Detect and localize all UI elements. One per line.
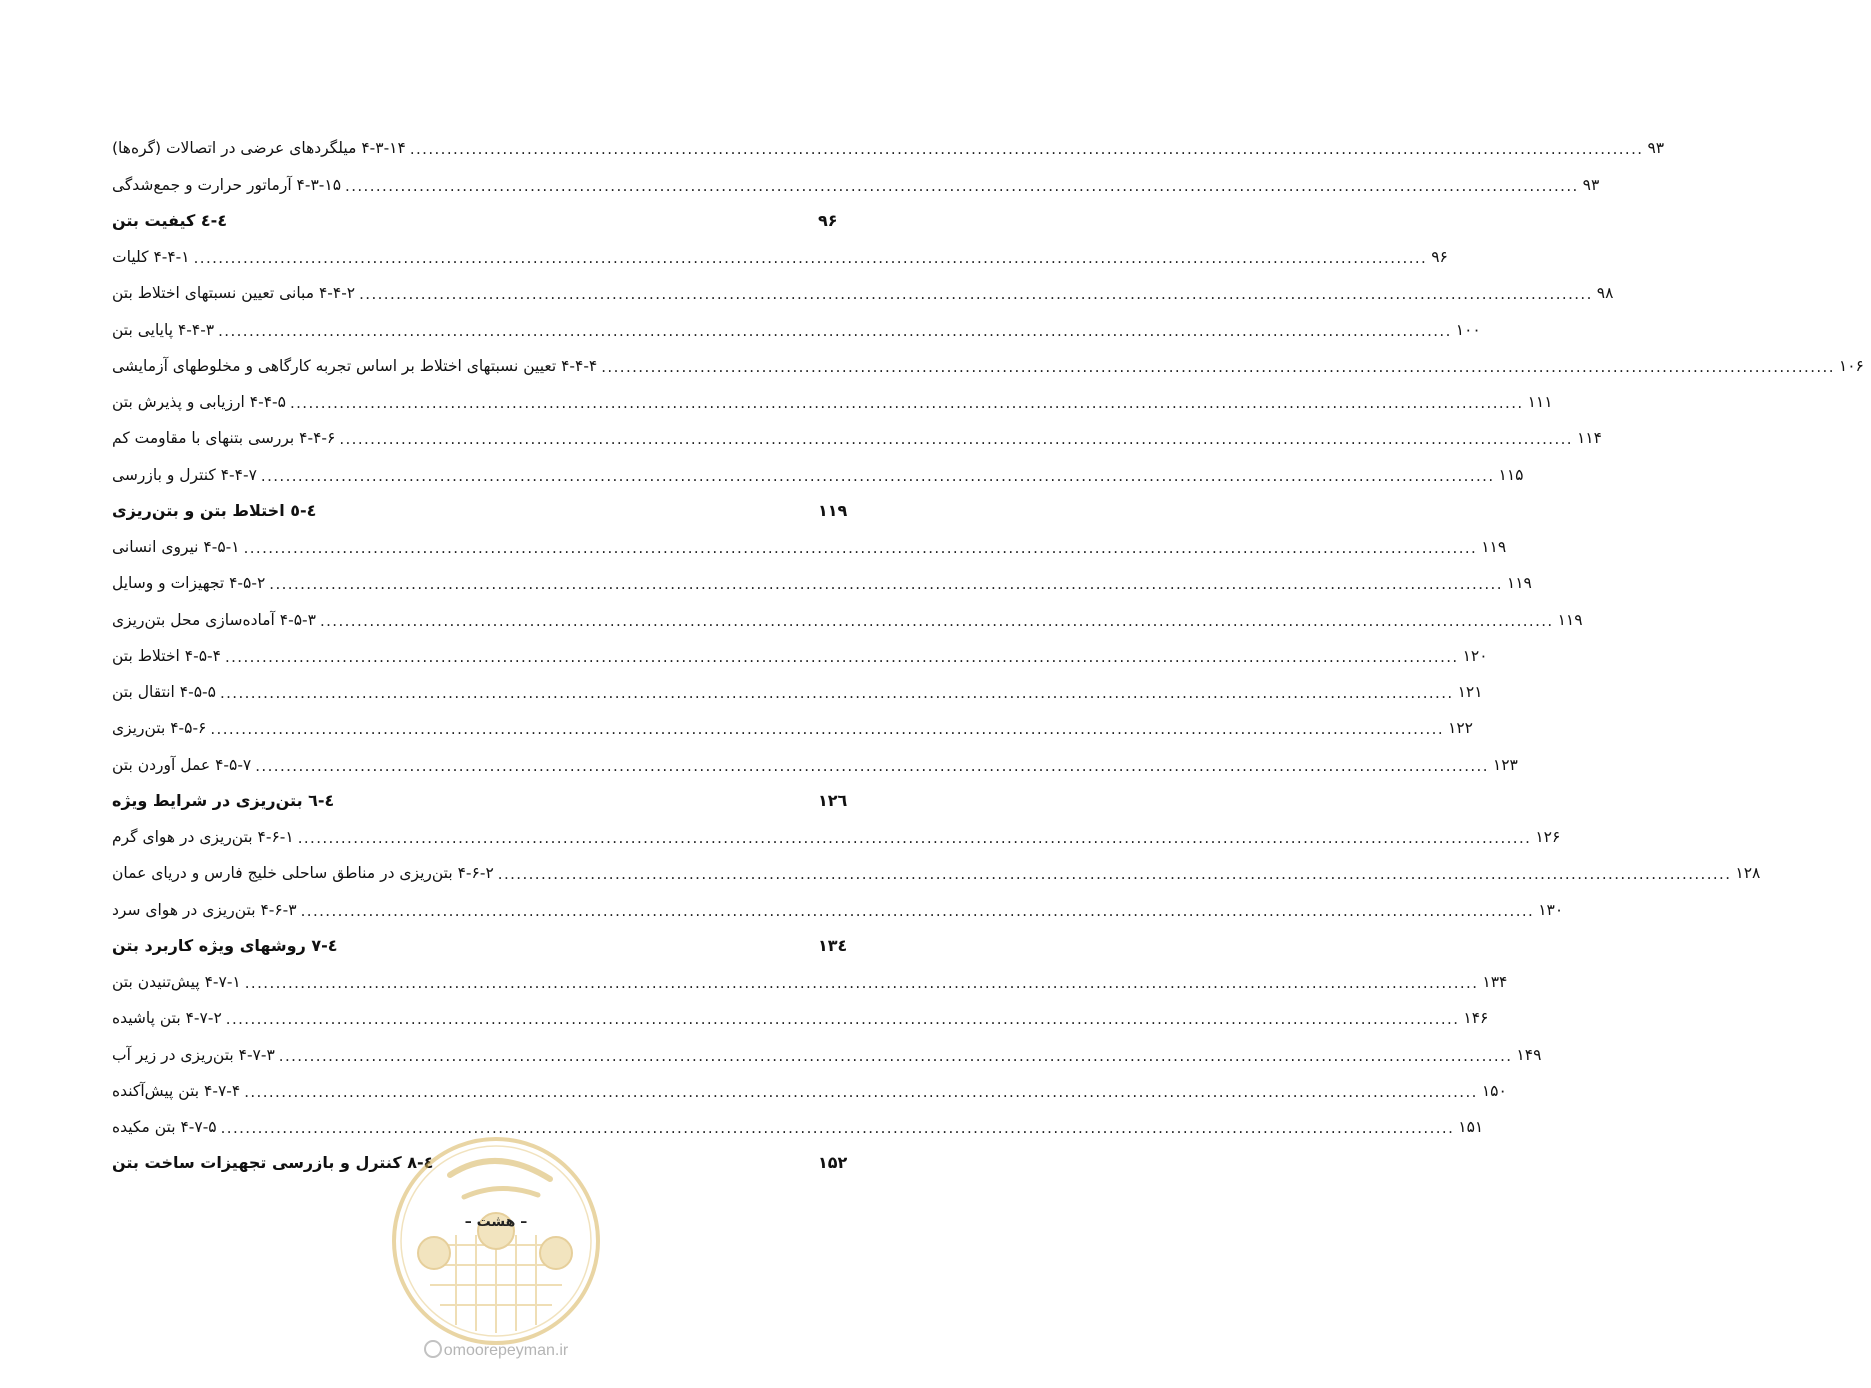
- toc-dot-leader: ........................................................................................................................................................................................................: [260, 466, 1495, 485]
- watermark-url: [0, 1340, 992, 1360]
- toc-page-number: ۹۶: [1431, 248, 1448, 266]
- toc-entry-title: ۴-۴-۳ پایایی بتن: [112, 320, 215, 339]
- toc-section-row: [112, 925, 850, 961]
- toc-entry-title: ۴-۷-۵ بتن مکیده: [112, 1118, 217, 1136]
- toc-page-number: ۱۲۶: [1535, 828, 1561, 846]
- toc-entry-row: [112, 743, 1518, 779]
- toc-page-number: ۱۱۹: [1506, 574, 1532, 593]
- table-of-contents: [112, 127, 1864, 1178]
- toc-entry-title: ۴-۴-۲ مبانی تعیین نسبتهای اختلاط بتن: [112, 284, 356, 303]
- toc-dot-leader: ........................................................................................................................................................................................................: [319, 611, 1554, 630]
- toc-entry-title: ۴-۴-۱ کلیات: [112, 248, 190, 266]
- toc-entry-title: ۴-۴-۴ تعیین نسبتهای اختلاط بر اساس تجربه کارگاهی و مخلوطهای آزمایشی: [112, 356, 598, 375]
- watermark-url-text: omoorepeyman.ir: [443, 1342, 569, 1359]
- toc-entry-row: [112, 1033, 1542, 1069]
- toc-section-title: ٤-٨ کنترل و بازرسی تجهیزات ساخت بتن: [112, 1153, 434, 1173]
- toc-page-number: ۱۵۲: [818, 1153, 848, 1173]
- toc-dot-leader: ........................................................................................................................................................................................................: [219, 684, 1454, 702]
- toc-page-number: ۱۲۳: [1492, 755, 1518, 774]
- toc-dot-leader: ........................................................................................................................................................................................................: [210, 720, 1444, 739]
- toc-page-number: ۱۳٤: [818, 935, 848, 955]
- toc-entry-row: [112, 163, 1600, 199]
- toc-page-number: ۱۲۸: [1735, 864, 1761, 883]
- toc-page-number: ۱۲۰: [1462, 646, 1488, 665]
- toc-entry-title: ۴-۷-۳ بتن‌ریزی در زیر آب: [112, 1045, 275, 1064]
- toc-page-number: ۱۱۵: [1498, 465, 1524, 484]
- toc-page-number: ۱۲٦: [818, 790, 848, 810]
- toc-page-number: ۹۳: [1582, 175, 1600, 194]
- toc-entry-title: ۴-۴-۶ بررسی بتنهای با مقاومت کم: [112, 429, 336, 448]
- toc-entry-title: ۴-۷-۴ بتن پیش‌آکنده: [112, 1081, 241, 1100]
- toc-page-number: ۱۲۱: [1457, 683, 1483, 701]
- publisher-seal-watermark: [390, 1135, 602, 1347]
- toc-page-number: ۹۶: [818, 210, 838, 230]
- toc-dot-leader: ........................................................................................................................................................................................................: [218, 321, 1452, 340]
- toc-page-number: ۱۵۰: [1481, 1081, 1507, 1100]
- toc-entry-title: ۴-۵-۴ اختلاط بتن: [112, 646, 221, 665]
- toc-entry-title: ۴-۵-۳ آماده‌سازی محل بتن‌ریزی: [112, 610, 316, 629]
- toc-entry-title: ۴-۵-۵ انتقال بتن: [112, 683, 216, 701]
- toc-dot-leader: ........................................................................................................................................................................................................: [300, 901, 1535, 920]
- toc-entry-row: [112, 1070, 1507, 1106]
- toc-dot-leader: ........................................................................................................................................................................................................: [193, 249, 1428, 267]
- toc-dot-leader: ........................................................................................................................................................................................................: [339, 430, 1573, 449]
- toc-entry-title: ۴-۶-۲ بتن‌ریزی در مناطق ساحلی خلیج فارس و دریای عمان: [112, 864, 494, 883]
- toc-section-row: [112, 780, 850, 816]
- toc-dot-leader: ........................................................................................................................................................................................................: [243, 539, 1478, 557]
- page-number-footer: – هشت –: [464, 1214, 528, 1230]
- toc-section-row: [112, 490, 850, 526]
- toc-page-number: ۱۴۶: [1463, 1009, 1489, 1028]
- toc-dot-leader: ........................................................................................................................................................................................................: [359, 285, 1593, 304]
- toc-dot-leader: ........................................................................................................................................................................................................: [497, 865, 1732, 884]
- toc-entry-row: [112, 671, 1483, 707]
- toc-page-number: ۱۱۹: [1481, 538, 1507, 556]
- toc-dot-leader: ........................................................................................................................................................................................................: [269, 575, 1503, 594]
- toc-section-title: ٤-٧ روشهای ویژه کاربرد بتن: [112, 935, 338, 955]
- toc-page-number: ۱۵۱: [1458, 1118, 1484, 1136]
- toc-page-number: ۱۲۲: [1448, 719, 1473, 738]
- toc-dot-leader: ........................................................................................................................................................................................................: [220, 1119, 1455, 1137]
- toc-section-title: ٤-٥ اختلاط بتن و بتن‌ریزی: [112, 500, 317, 520]
- toc-page-number: ۹۳: [1647, 139, 1665, 158]
- toc-entry-title: ۴-۴-۷ کنترل و بازرسی: [112, 465, 257, 484]
- toc-dot-leader: ........................................................................................................................................................................................................: [297, 829, 1532, 847]
- toc-dot-leader: ........................................................................................................................................................................................................: [244, 974, 1479, 992]
- toc-page-number: ۱۱۹: [1557, 610, 1583, 629]
- toc-dot-leader: ........................................................................................................................................................................................................: [345, 176, 1579, 195]
- toc-entry-title: ۴-۵-۶ بتن‌ریزی: [112, 719, 207, 738]
- toc-entry-row: [112, 127, 1665, 163]
- toc-entry-title: ۴-۳-۱۵ آرماتور حرارت و جمع‌شدگی: [112, 175, 342, 194]
- toc-page-number: ۹۸: [1596, 284, 1614, 303]
- toc-section-row: [112, 200, 850, 236]
- toc-dot-leader: ........................................................................................................................................................................................................: [225, 1010, 1460, 1029]
- toc-page-number: ۱۳۴: [1482, 973, 1508, 991]
- toc-dot-leader: ........................................................................................................................................................................................................: [278, 1046, 1513, 1065]
- toc-entry-row: [112, 453, 1524, 489]
- toc-dot-leader: ........................................................................................................................................................................................................: [255, 756, 1489, 775]
- toc-page-number: ۱۱۱: [1527, 393, 1553, 411]
- toc-entry-row: [112, 345, 1864, 381]
- toc-dot-leader: ........................................................................................................................................................................................................: [409, 140, 1644, 159]
- toc-entry-title: ۴-۴-۵ ارزیابی و پذیرش بتن: [112, 393, 286, 411]
- toc-page-number: ۱۱۹: [818, 500, 848, 520]
- toc-entry-row: [112, 526, 1507, 562]
- toc-entry-row: [112, 997, 1489, 1033]
- toc-page-number: ۱۰۰: [1455, 320, 1481, 339]
- toc-entry-row: [112, 236, 1448, 272]
- toc-page-number: ۱۰۶: [1838, 356, 1864, 375]
- toc-entry-row: [112, 598, 1583, 634]
- toc-dot-leader: ........................................................................................................................................................................................................: [244, 1082, 1478, 1101]
- toc-entry-row: [112, 707, 1473, 743]
- toc-entry-row: [112, 417, 1602, 453]
- toc-entry-title: ۴-۶-۱ بتن‌ریزی در هوای گرم: [112, 828, 294, 846]
- toc-entry-title: ۴-۵-۷ عمل آوردن بتن: [112, 755, 252, 774]
- toc-entry-row: [112, 272, 1614, 308]
- toc-entry-row: [112, 816, 1561, 852]
- toc-dot-leader: ........................................................................................................................................................................................................: [289, 394, 1524, 412]
- toc-section-title: ٤-٤ کیفیت بتن: [112, 210, 228, 230]
- toc-entry-row: [112, 852, 1761, 888]
- toc-entry-row: [112, 635, 1488, 671]
- toc-entry-title: ۴-۷-۲ بتن پاشیده: [112, 1009, 222, 1028]
- at-icon: [424, 1340, 442, 1358]
- toc-entry-row: [112, 888, 1564, 924]
- toc-dot-leader: ........................................................................................................................................................................................................: [224, 647, 1459, 666]
- toc-page-number: ۱۱۴: [1576, 429, 1602, 448]
- toc-entry-row: [112, 562, 1532, 598]
- toc-entry-title: ۴-۵-۱ نیروی انسانی: [112, 538, 240, 556]
- toc-entry-title: ۴-۵-۲ تجهیزات و وسایل: [112, 574, 266, 593]
- toc-entry-title: ۴-۷-۱ پیش‌تنیدن بتن: [112, 973, 241, 991]
- toc-page-number: ۱۳۰: [1538, 900, 1564, 919]
- toc-entry-row: [112, 308, 1481, 344]
- toc-page-number: ۱۴۹: [1516, 1045, 1542, 1064]
- toc-entry-title: ۴-۳-۱۴ میلگردهای عرضی در اتصالات (گره‌ها): [112, 139, 406, 158]
- toc-entry-title: ۴-۶-۳ بتن‌ریزی در هوای سرد: [112, 900, 297, 919]
- toc-entry-row: [112, 961, 1508, 997]
- toc-dot-leader: ........................................................................................................................................................................................................: [601, 357, 1835, 376]
- toc-entry-row: [112, 381, 1553, 417]
- toc-section-title: ٤-٦ بتن‌ریزی در شرایط ویژه: [112, 790, 335, 810]
